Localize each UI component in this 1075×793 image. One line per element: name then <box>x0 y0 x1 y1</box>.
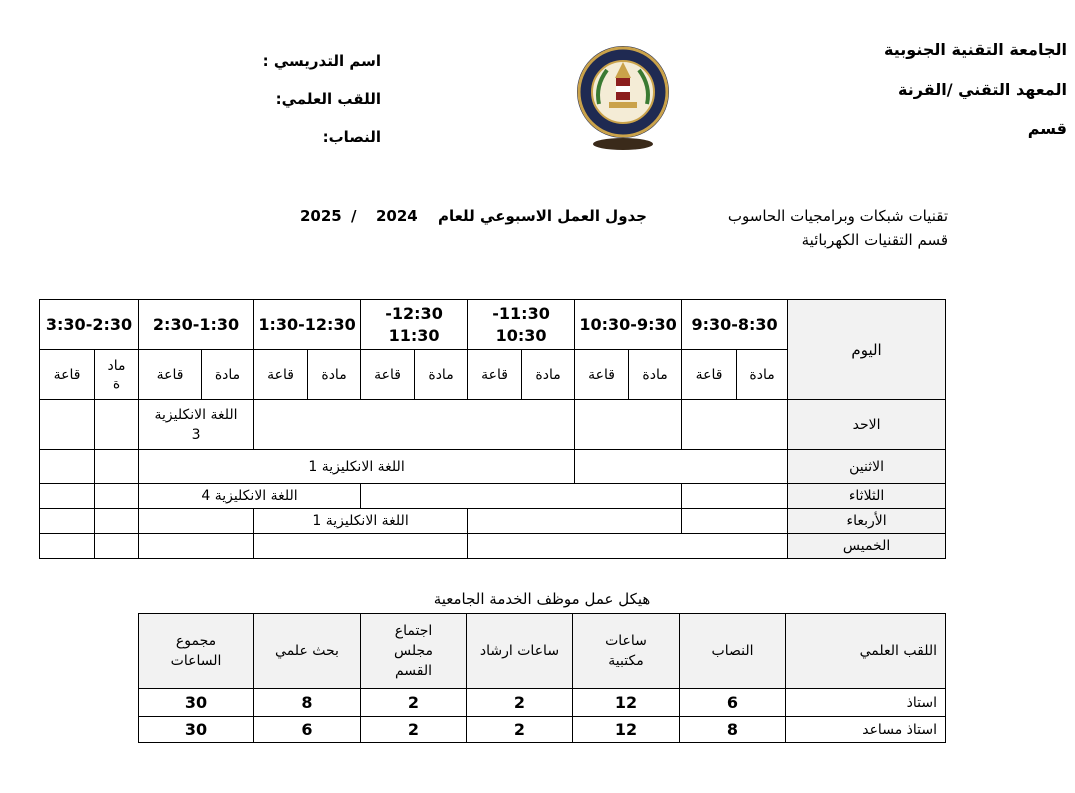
department-label: قسم <box>1027 119 1067 138</box>
tuesday-english-4: اللغة الانكليزية 4 <box>139 484 361 509</box>
slot-header-4: 12:30- 11:30 <box>361 300 468 350</box>
row2-guidance: 2 <box>467 717 573 743</box>
room-header: قاعة <box>40 350 95 400</box>
slot-header-6: 2:30-1:30 <box>139 300 254 350</box>
empty-cell <box>95 450 139 484</box>
empty-cell <box>361 484 682 509</box>
empty-cell <box>95 534 139 559</box>
day-thursday: الخميس <box>788 534 946 559</box>
header-guidance-hours: ساعات ارشاد <box>467 614 573 689</box>
empty-cell <box>40 450 95 484</box>
row2-research: 6 <box>254 717 361 743</box>
row1-title: استاذ <box>786 689 946 717</box>
subject-header: مادة <box>308 350 361 400</box>
empty-cell <box>40 484 95 509</box>
empty-cell <box>139 534 254 559</box>
row2-quota: 8 <box>680 717 786 743</box>
day-sunday: الاحد <box>788 400 946 450</box>
subject-header: مادة <box>629 350 682 400</box>
slot-header-3: 11:30- 10:30 <box>468 300 575 350</box>
empty-cell <box>468 509 682 534</box>
row1-office: 12 <box>573 689 680 717</box>
room-header: قاعة <box>361 350 415 400</box>
empty-cell <box>575 400 682 450</box>
year-start: 2024 <box>376 207 418 225</box>
service-table-title: هيكل عمل موظف الخدمة الجامعية <box>433 590 651 608</box>
header-department-meeting: اجتماع مجلس القسم <box>361 614 467 689</box>
empty-cell <box>468 534 788 559</box>
row2-total: 30 <box>139 717 254 743</box>
room-header: قاعة <box>682 350 737 400</box>
empty-cell <box>682 400 788 450</box>
row2-title: استاذ مساعد <box>786 717 946 743</box>
empty-cell <box>682 484 788 509</box>
room-header: قاعة <box>254 350 308 400</box>
day-wednesday: الأربعاء <box>788 509 946 534</box>
academic-title-label: اللقب العلمي: <box>275 90 381 108</box>
empty-cell <box>40 400 95 450</box>
empty-cell <box>254 534 468 559</box>
day-tuesday: الثلاثاء <box>788 484 946 509</box>
header-research: بحث علمي <box>254 614 361 689</box>
room-header: قاعة <box>139 350 202 400</box>
room-header: قاعة <box>468 350 522 400</box>
empty-cell <box>40 534 95 559</box>
header-academic-title: اللقب العلمي <box>786 614 946 689</box>
slot-header-5: 1:30-12:30 <box>254 300 361 350</box>
row2-meeting: 2 <box>361 717 467 743</box>
header-total-hours: مجموع الساعات <box>139 614 254 689</box>
empty-cell <box>95 484 139 509</box>
wednesday-english-1: اللغة الانكليزية 1 <box>254 509 468 534</box>
row1-quota: 6 <box>680 689 786 717</box>
weekly-schedule-table <box>39 299 946 559</box>
department-name: قسم التقنيات الكهربائية <box>801 231 948 249</box>
institute-name: المعهد التقني /القرنة <box>898 80 1067 99</box>
row1-guidance: 2 <box>467 689 573 717</box>
room-header: قاعة <box>575 350 629 400</box>
day-monday: الاثنين <box>788 450 946 484</box>
empty-cell <box>575 450 788 484</box>
year-end: 2025 <box>300 207 342 225</box>
row2-office: 12 <box>573 717 680 743</box>
slot-header-1: 9:30-8:30 <box>682 300 788 350</box>
day-header: اليوم <box>788 300 946 400</box>
slot-header-7: 3:30-2:30 <box>40 300 139 350</box>
slot-header-2: 10:30-9:30 <box>575 300 682 350</box>
program-name: تقنيات شبكات وبرامجيات الحاسوب <box>727 207 948 225</box>
university-name: الجامعة التقنية الجنوبية <box>884 40 1067 59</box>
quota-label: النصاب: <box>322 128 381 146</box>
row1-total: 30 <box>139 689 254 717</box>
sunday-english-3: اللغة الانكليزية 3 <box>139 400 254 450</box>
subject-header: مادة <box>522 350 575 400</box>
empty-cell <box>139 509 254 534</box>
subject-header: مادة <box>737 350 788 400</box>
empty-cell <box>682 509 788 534</box>
empty-cell <box>40 509 95 534</box>
subject-header: مادة <box>202 350 254 400</box>
row1-research: 8 <box>254 689 361 717</box>
empty-cell <box>254 400 575 450</box>
monday-english-1: اللغة الانكليزية 1 <box>139 450 575 484</box>
row1-meeting: 2 <box>361 689 467 717</box>
lecturer-name-label: اسم التدريسي : <box>262 52 381 70</box>
year-separator: / <box>351 207 357 225</box>
header-office-hours: ساعات مكتبية <box>573 614 680 689</box>
empty-cell <box>95 509 139 534</box>
service-structure-table <box>138 613 946 743</box>
subject-header: ماد ة <box>95 350 139 400</box>
empty-cell <box>95 400 139 450</box>
subject-header: مادة <box>415 350 468 400</box>
header-quota: النصاب <box>680 614 786 689</box>
university-seal-icon <box>575 42 671 152</box>
schedule-title: جدول العمل الاسبوعي للعام <box>437 207 647 225</box>
